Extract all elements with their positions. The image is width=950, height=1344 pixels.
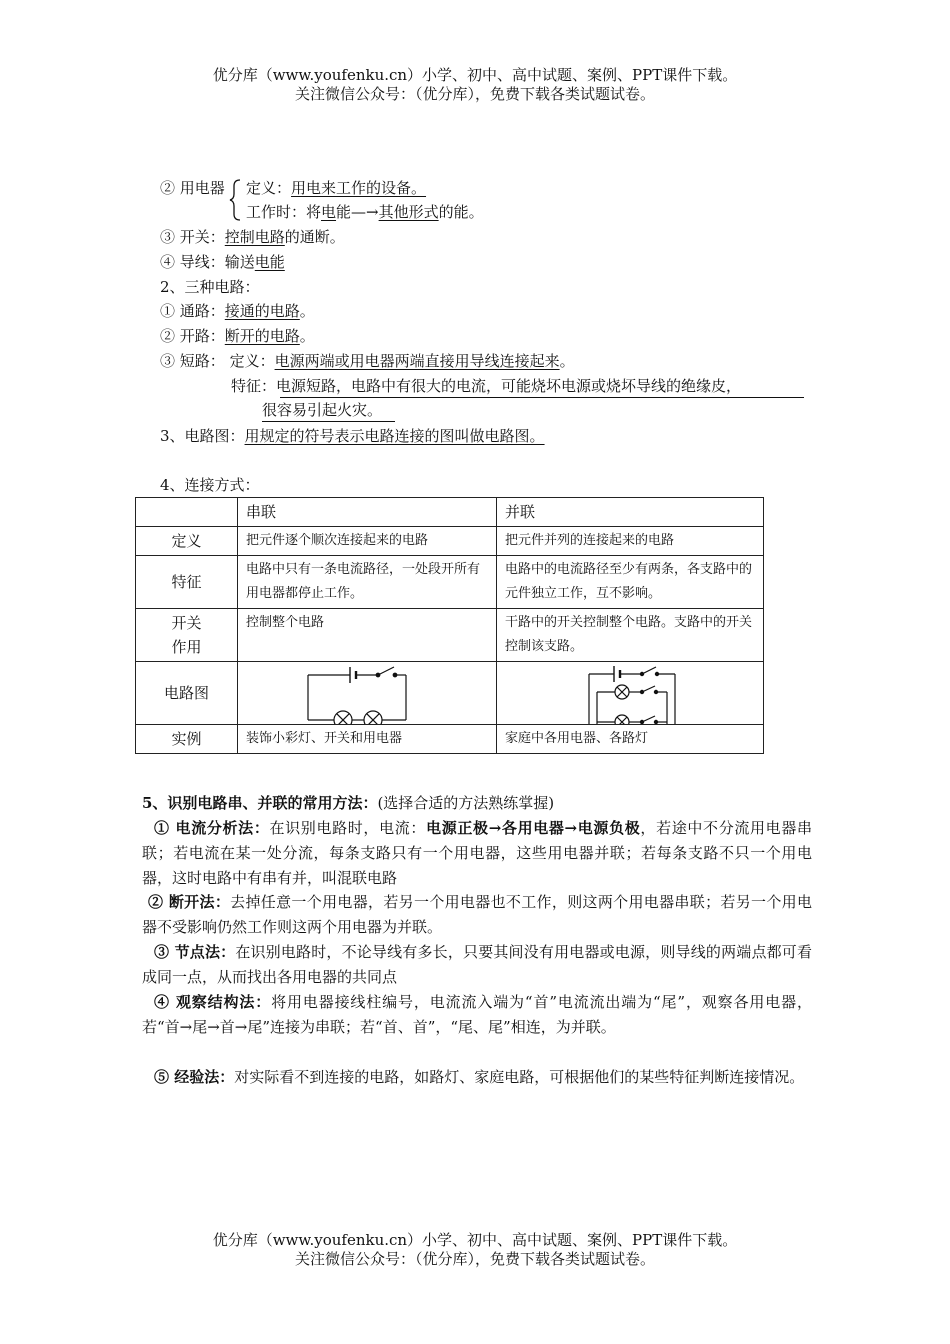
lamp-icon — [615, 715, 629, 724]
short-feature-underline-2 — [262, 421, 395, 422]
table-row — [136, 725, 764, 754]
parallel-feature: 电路中的电流路径至少有两条，各支路中的元件独立工作，互不影响。 — [497, 556, 764, 609]
closed-label: ① 通路： — [160, 302, 225, 320]
methods-title — [142, 793, 554, 813]
series-definition: 把元件逐个顺次连接起来的电路 — [238, 527, 497, 556]
method-1-c: ，若途中不分流用电器串联；若电流在某一处分流，每条支路只有一个用电器，这些用电器并联；若每条支路不只一个用电器，这时电路中有串有并，叫混联电路 — [142, 819, 812, 887]
short-feature-label: 特征： — [231, 377, 277, 395]
method-3 — [142, 940, 812, 990]
circuit-diagram-line — [160, 426, 545, 446]
switch-rest: 的通断。 — [284, 228, 345, 246]
row-head-switch-1: 开关 — [171, 614, 202, 632]
series-example: 装饰小彩灯、开关和用电器 — [238, 725, 497, 754]
switch-underlined: 控制电路 — [224, 228, 285, 246]
work-electric: 电 — [321, 203, 337, 221]
work-arrow: 能—→ — [336, 203, 379, 221]
row-head-switch — [136, 609, 238, 662]
header-line-2: 关注微信公众号：（优分库），免费下载各类试题试卷。 — [294, 85, 655, 103]
definition-label: 定义： — [246, 179, 292, 197]
method-3-title: ③ 节点法： — [154, 943, 236, 961]
table-row — [136, 527, 764, 556]
diagram-text: 用规定的符号表示电路连接的图叫做电路图。 — [244, 427, 545, 445]
row-head-example: 实例 — [136, 725, 238, 754]
lamp-icon — [334, 711, 352, 724]
connection-table — [135, 497, 764, 754]
short-feature-line-2 — [262, 400, 382, 420]
work-other-forms: 其他形式 — [378, 203, 439, 221]
wire-label: ④ 导线：输送 — [160, 253, 255, 271]
short-feature-text-2: 很容易引起火灾。 — [262, 401, 383, 419]
row-head-feature: 特征 — [136, 556, 238, 609]
method-1 — [142, 816, 812, 891]
methods-title-rest: (选择合适的方法熟练掌握) — [377, 794, 555, 812]
short-def-label: 定义： — [229, 352, 275, 370]
series-feature: 电路中只有一条电流路径，一处段开所有用电器都停止工作。 — [238, 556, 497, 609]
lamp-icon — [615, 685, 629, 699]
row-head-definition: 定义 — [136, 527, 238, 556]
method-1-a: 在识别电路时，电流： — [269, 819, 427, 837]
connection-title: 4、连接方式： — [160, 476, 260, 494]
appliance-definition — [246, 178, 426, 198]
parallel-switch: 干路中的开关控制整个电路。支路中的开关控制该支路。 — [497, 609, 764, 662]
col-series: 串联 — [238, 498, 497, 527]
parallel-example: 家庭中各用电器、各路灯 — [497, 725, 764, 754]
short-def-text: 电源两端或用电器两端直接用导线连接起来 — [274, 352, 560, 370]
definition-text: 用电来工作的设备。 — [291, 179, 427, 197]
method-1-title: ① 电流分析法： — [154, 819, 270, 837]
method-1-path: 电源正极→各用电器→电源负极 — [426, 819, 641, 837]
method-4 — [142, 990, 812, 1040]
open-label: ② 开路： — [160, 327, 225, 345]
closed-period: 。 — [299, 302, 315, 320]
method-2-title: ② 断开法： — [148, 893, 231, 911]
parallel-diagram-cell — [497, 662, 764, 725]
lamp-icon — [364, 711, 382, 724]
table-row — [136, 609, 764, 662]
brace-icon — [228, 178, 242, 222]
open-period: 。 — [299, 327, 315, 345]
header-line-1: 优分库（www.youfenku.cn）小学、初中、高中试题、案例、PPT课件下载。 — [212, 66, 738, 84]
table-header-row — [136, 498, 764, 527]
three-circuits-title: 2、三种电路： — [160, 278, 260, 296]
series-circuit-diagram — [238, 662, 497, 724]
table-row — [136, 556, 764, 609]
short-period: 。 — [559, 352, 575, 370]
series-diagram-cell — [238, 662, 497, 725]
table-row — [136, 662, 764, 725]
closed-circuit-line — [160, 301, 315, 321]
short-feature-underline — [280, 397, 804, 398]
method-5-text: 对实际看不到连接的电路，如路灯、家庭电路，可根据他们的某些特征判断连接情况。 — [234, 1068, 805, 1086]
row-head-diagram: 电路图 — [136, 662, 238, 725]
short-feature-text-1: 电源短路，电路中有很大的电流，可能烧坏电源或烧坏导线的绝缘皮， — [276, 377, 742, 395]
work-end: 的能。 — [438, 203, 484, 221]
open-circuit-line — [160, 326, 315, 346]
col-parallel: 并联 — [497, 498, 764, 527]
row-head-switch-2: 作用 — [171, 638, 202, 656]
method-5 — [142, 1065, 812, 1090]
appliance-label: ② 用电器 — [160, 179, 225, 197]
method-4-title: ④ 观察结构法： — [154, 993, 272, 1011]
method-3-text: 在识别电路时，不论导线有多长，只要其间没有用电器或电源，则导线的两端点都可看成同一点，从而找出各用电器的共同点 — [142, 943, 812, 986]
switch-label: ③ 开关： — [160, 228, 225, 246]
footer-line-2: 关注微信公众号：（优分库），免费下载各类试题试卷。 — [294, 1250, 655, 1268]
wire-underlined: 电能 — [254, 253, 285, 271]
series-switch: 控制整个电路 — [238, 609, 497, 662]
method-2 — [142, 890, 812, 940]
open-text: 断开的电路 — [224, 327, 300, 345]
method-5-title: ⑤ 经验法： — [154, 1068, 235, 1086]
short-circuit-line — [160, 351, 575, 371]
closed-text: 接通的电路 — [224, 302, 300, 320]
short-feature-line — [231, 376, 741, 396]
method-2-text: 去掉任意一个用电器，若另一个用电器也不工作，则这两个用电器串联；若另一个用电器不受影响仍然工作则这两个用电器为并联。 — [142, 893, 812, 936]
switch-line — [160, 227, 345, 247]
diagram-label: 3、电路图： — [160, 427, 245, 445]
parallel-definition: 把元件并列的连接起来的电路 — [497, 527, 764, 556]
work-label: 工作时：将 — [246, 203, 322, 221]
parallel-circuit-diagram — [497, 662, 764, 724]
methods-title-bold: 5、识别电路串、并联的常用方法： — [142, 794, 378, 812]
method-4-text: 将用电器接线柱编号，电流流入端为“首”电流流出端为“尾”，观察各用电器，若“首→尾→首→尾”连接为串联；若“首、首”，“尾、尾”相连，为并联。 — [142, 993, 812, 1036]
footer-line-1: 优分库（www.youfenku.cn）小学、初中、高中试题、案例、PPT课件下载。 — [212, 1231, 738, 1249]
table-corner — [136, 498, 238, 527]
wire-line — [160, 252, 285, 272]
appliance-work — [246, 202, 484, 222]
short-label: ③ 短路： — [160, 352, 225, 370]
